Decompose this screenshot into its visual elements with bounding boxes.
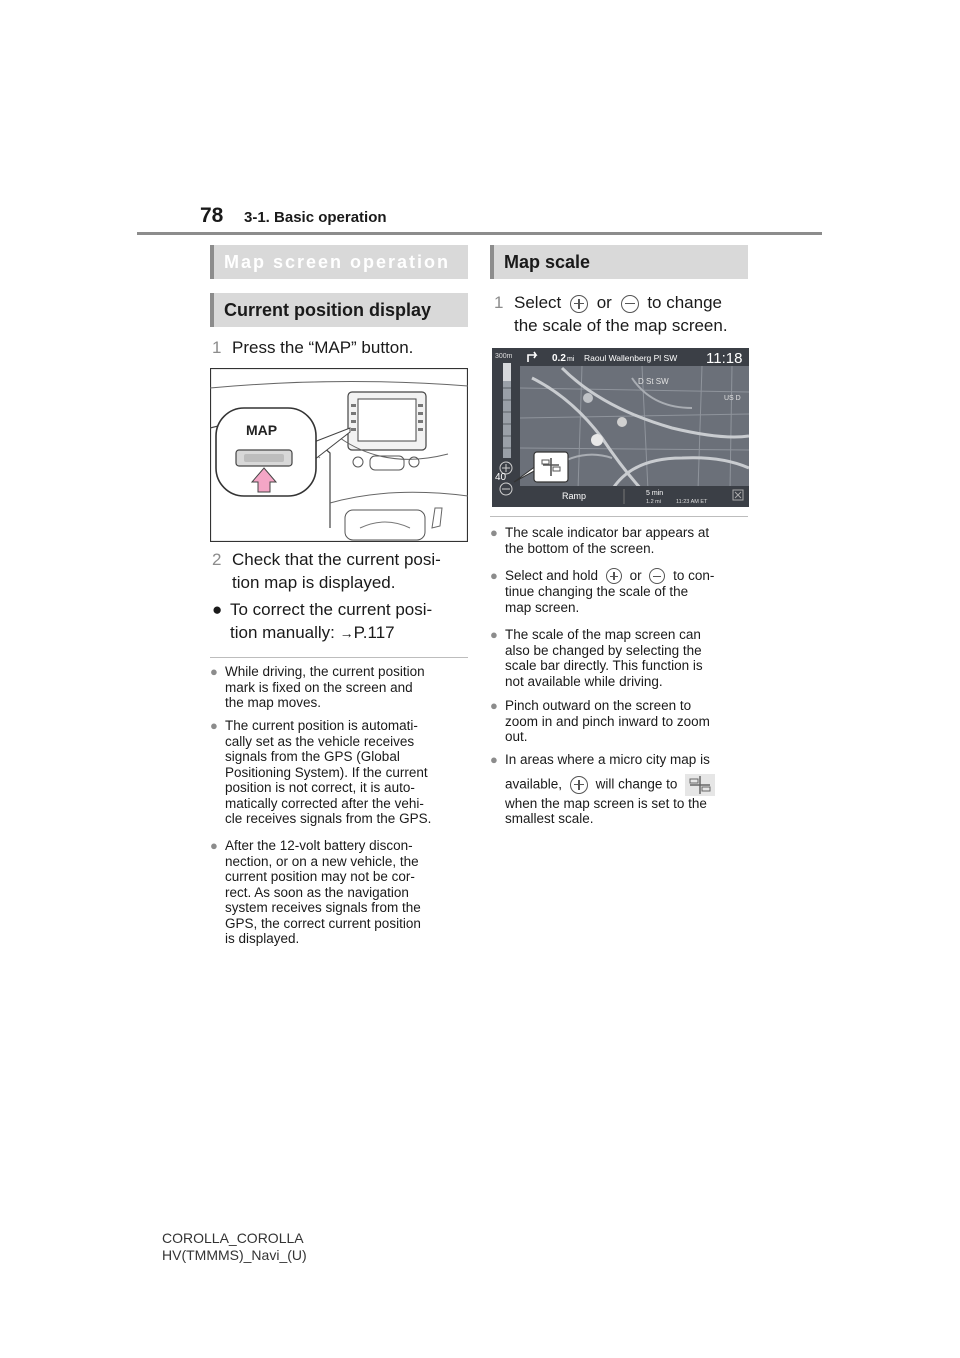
- note-item: [490, 752, 752, 827]
- note-line: In areas where a micro city map is: [505, 752, 710, 767]
- note-line: smallest scale.: [505, 811, 594, 826]
- step-text-line: tion map is displayed.: [232, 573, 396, 592]
- note-bullet-icon: ●: [210, 718, 218, 733]
- band-title: Map scale: [504, 251, 591, 272]
- note-line: matically corrected after the vehi-: [225, 795, 424, 811]
- footer-line: HV(TMMMS)_Navi_(U): [162, 1247, 307, 1263]
- note-text: Select and hold: [505, 568, 599, 583]
- note-item: [210, 838, 472, 947]
- zoom-in-icon: [570, 776, 588, 794]
- step-number: 1: [494, 293, 504, 312]
- map-button-label: MAP: [246, 422, 278, 438]
- note-text: to con-: [673, 568, 715, 583]
- clock: 11:18: [706, 350, 743, 367]
- map-screen-illustration: [492, 348, 749, 507]
- note-line: GPS, the correct current position: [225, 915, 421, 931]
- note-line: not available while driving.: [505, 673, 663, 689]
- note-bullet-icon: ●: [490, 698, 498, 713]
- section-band-map-screen-operation: [210, 245, 468, 279]
- eta-clock: 11:23 AM ET: [676, 499, 708, 505]
- scale-label: 300m: [495, 353, 513, 360]
- step-text: Select: [514, 293, 562, 312]
- bullet-text: tion manually:: [230, 623, 340, 642]
- note-item: [490, 525, 752, 556]
- bullet-text: To correct the current posi-: [230, 600, 433, 619]
- note-line: is displayed.: [225, 931, 300, 946]
- note-line: nection, or on a new vehicle, the: [225, 853, 419, 869]
- note-text: available,: [505, 776, 563, 792]
- note-bullet-icon: ●: [490, 752, 498, 767]
- step-select-zoom: [494, 291, 728, 337]
- note-line: After the 12-volt battery discon-: [225, 838, 413, 853]
- note-text: will change to: [595, 776, 678, 792]
- section-title: 3-1. Basic operation: [244, 209, 387, 226]
- step-text: to change: [647, 293, 722, 312]
- bullet-correct-position: [212, 598, 432, 645]
- step-number: 1: [212, 338, 222, 357]
- note-bullet-icon: ●: [490, 568, 498, 583]
- distance-value: 0.2: [552, 353, 566, 364]
- note-line: The scale indicator bar appears at: [505, 525, 710, 540]
- note-line: signals from the GPS (Global: [225, 749, 400, 764]
- map-street-label: D St SW: [638, 377, 669, 386]
- reference-arrow-icon: →: [339, 625, 354, 641]
- note-line: the map moves.: [225, 695, 322, 710]
- zoom-in-icon: [606, 568, 622, 584]
- band-title: Map screen operation: [224, 251, 451, 272]
- step-text: Press the “MAP” button.: [232, 338, 414, 357]
- header-divider: [137, 232, 822, 235]
- note-bullet-icon: ●: [490, 627, 498, 642]
- note-item: [490, 698, 752, 745]
- zoom-in-icon: [570, 295, 588, 313]
- zoom-out-icon: [649, 568, 665, 584]
- bullet-icon: ●: [212, 600, 223, 619]
- note-line: Pinch outward on the screen to: [505, 698, 692, 713]
- dashboard-illustration: [210, 368, 468, 542]
- note-line: The current position is automati-: [225, 718, 418, 733]
- note-bullet-icon: ●: [490, 525, 498, 540]
- step-text-line: the scale of the map screen.: [514, 316, 728, 335]
- section-band-map-scale: [490, 245, 748, 279]
- footer-line: COROLLA_COROLLA: [162, 1230, 304, 1246]
- note-line: While driving, the current position: [225, 664, 425, 679]
- note-line: cally set as the vehicle receives: [225, 733, 415, 749]
- step-text: or: [596, 293, 612, 312]
- page-reference-link[interactable]: P.117: [353, 623, 395, 642]
- note-item: [210, 664, 472, 711]
- note-bullet-icon: ●: [210, 664, 218, 679]
- micro-city-map-icon: [685, 774, 715, 796]
- note-line: rect. As soon as the navigation: [225, 884, 409, 900]
- street-name: Raoul Wallenberg Pl SW: [584, 353, 678, 363]
- note-item: [490, 627, 752, 689]
- note-line: when the map screen is set to the: [505, 795, 707, 811]
- speed-readout: 40: [495, 472, 507, 483]
- map-route-label: US D: [724, 395, 741, 402]
- distance-unit: mi: [567, 356, 575, 363]
- note-line: system receives signals from the: [225, 900, 421, 915]
- note-text: or: [629, 568, 642, 583]
- note-line: Positioning System). If the current: [225, 764, 428, 780]
- eta-time: 5 min: [646, 490, 664, 497]
- page-number: 78: [200, 204, 224, 227]
- note-line: the bottom of the screen.: [505, 540, 655, 556]
- note-line: zoom in and pinch inward to zoom: [505, 713, 710, 729]
- note-item: [210, 718, 472, 827]
- notes-divider: [490, 516, 748, 517]
- footer-model-code: [162, 1230, 307, 1264]
- note-line: position is not correct, it is auto-: [225, 780, 415, 795]
- road-name: Ramp: [562, 491, 587, 501]
- note-bullet-icon: ●: [210, 838, 218, 853]
- zoom-out-icon: [621, 295, 639, 313]
- note-line: cle receives signals from the GPS.: [225, 811, 432, 826]
- subsection-title: Current position display: [224, 299, 432, 320]
- note-line: also be changed by selecting the: [505, 642, 702, 658]
- notes-divider: [210, 657, 468, 658]
- note-item: [490, 568, 752, 615]
- eta-distance: 1.2 mi: [646, 499, 661, 505]
- note-line: scale bar directly. This function is: [505, 658, 703, 673]
- step-text-line: Check that the current posi-: [232, 550, 441, 569]
- note-line: current position may not be cor-: [225, 869, 415, 884]
- step-check-map: [212, 548, 441, 594]
- note-line: tinue changing the scale of the: [505, 584, 689, 600]
- note-line: mark is fixed on the screen and: [225, 679, 413, 695]
- note-line: map screen.: [505, 599, 580, 615]
- step-press-map: [212, 336, 413, 359]
- note-line: out.: [505, 729, 528, 744]
- subsection-band-current-position: [210, 293, 468, 327]
- step-number: 2: [212, 550, 222, 569]
- note-line: The scale of the map screen can: [505, 627, 701, 642]
